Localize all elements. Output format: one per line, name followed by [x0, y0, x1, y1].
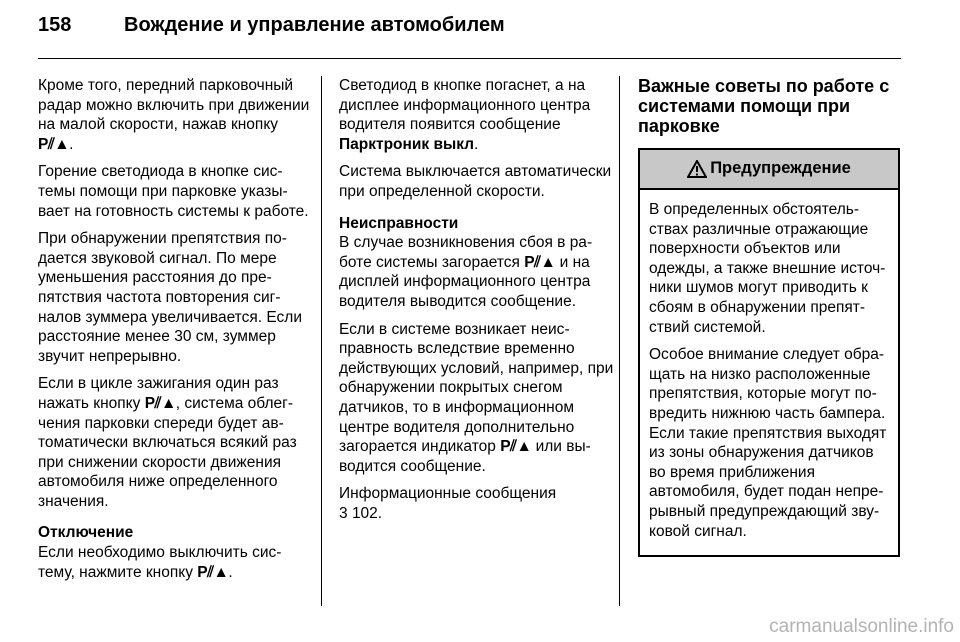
warning-header [640, 150, 898, 190]
column-1 [38, 76, 310, 590]
paragraph: В определенных обстоятельствах различные отражающие поверхности объектов или одежды, а также внешние источники шумов могут приводить к сбоям в обнаружении препятствий системой. [649, 201, 886, 336]
paragraph: При обнаружении препятствия подается звуковой сигнал. По мере уменьшения расстояния до препятствия частота повторения сигналов зуммера увеличивается. Если расстояние менее 30 см, зуммер звучит непрерывно. [38, 230, 302, 365]
paragraph: Особое внимание следует обращать на низко расположенные препятствия, которые могут повредить нижнюю часть бампера. Если такие препятствия выходят из зоны обнаружения датчиков во время приближения автомобиля, будет подан непрерывный предупреждающий звуковой сигнал. [649, 346, 887, 540]
page-number: 158 [38, 14, 72, 36]
message-text: Парктроник выкл [339, 135, 475, 153]
paragraph: В случае возникновения сбоя в работе системы загорается P⫽▲ и на дисплей информационного центра водителя выводится сообщение. [339, 234, 593, 310]
pdc-button-icon: P⫽▲ [144, 394, 176, 412]
column-divider [619, 76, 620, 606]
section-title: Важные советы по работе с системами помощи при парковке [638, 76, 890, 136]
warning-triangle-icon [687, 160, 707, 178]
paragraph: Если в цикле зажигания один раз нажать кнопку P⫽▲, система облегчения парковки спереди будет автоматически включаться всякий раз при снижении скорости движения автомобиля ниже определенного значения. [38, 375, 297, 510]
watermark: carmanualsonline.info [769, 616, 954, 637]
subheading-faults: Неисправности [339, 214, 459, 232]
paragraph: Светодиод в кнопке погаснет, а на дисплее информационного центра водителя появится сообщение Парктроник выкл. [339, 77, 591, 153]
column-2 [339, 76, 615, 531]
pdc-indicator-icon: P⫽▲ [524, 253, 556, 271]
column-divider [321, 76, 322, 606]
page-title: Вождение и управление автомобилем [124, 14, 505, 36]
header-rule [38, 58, 901, 59]
warning-title: Предупреждение [710, 159, 851, 178]
page-reference[interactable]: 102. [351, 504, 383, 522]
warning-box [638, 148, 900, 557]
paragraph: Если в системе возникает неисправность вследствие временно действующих условий, например, при обнаружении покрытых снегом датчиков, то в информационном центре водителя дополнительно загорается индикатор P⫽▲ или выводится сообщение. [339, 320, 614, 475]
warning-body [640, 190, 898, 555]
column-3 [638, 76, 900, 557]
arrow-icon: 3 [339, 504, 348, 522]
paragraph: Информационные сообщения 3 102. [339, 485, 557, 522]
paragraph: Горение светодиода в кнопке системы помощи при парковке указывает на готовность системы к работе. [38, 163, 309, 220]
pdc-button-icon: P⫽▲ [38, 135, 70, 153]
subheading-disable: Отключение [38, 524, 134, 542]
paragraph: Если необходимо выключить систему, нажмите кнопку P⫽▲. [38, 544, 282, 581]
pdc-button-icon: P⫽▲ [197, 563, 229, 581]
paragraph: Система выключается автоматически при определенной скорости. [339, 163, 612, 200]
paragraph: Кроме того, передний парковочный радар можно включить при движении на малой скорости, нажав кнопку P⫽▲. [38, 77, 310, 153]
pdc-indicator-icon: P⫽▲ [500, 438, 532, 456]
